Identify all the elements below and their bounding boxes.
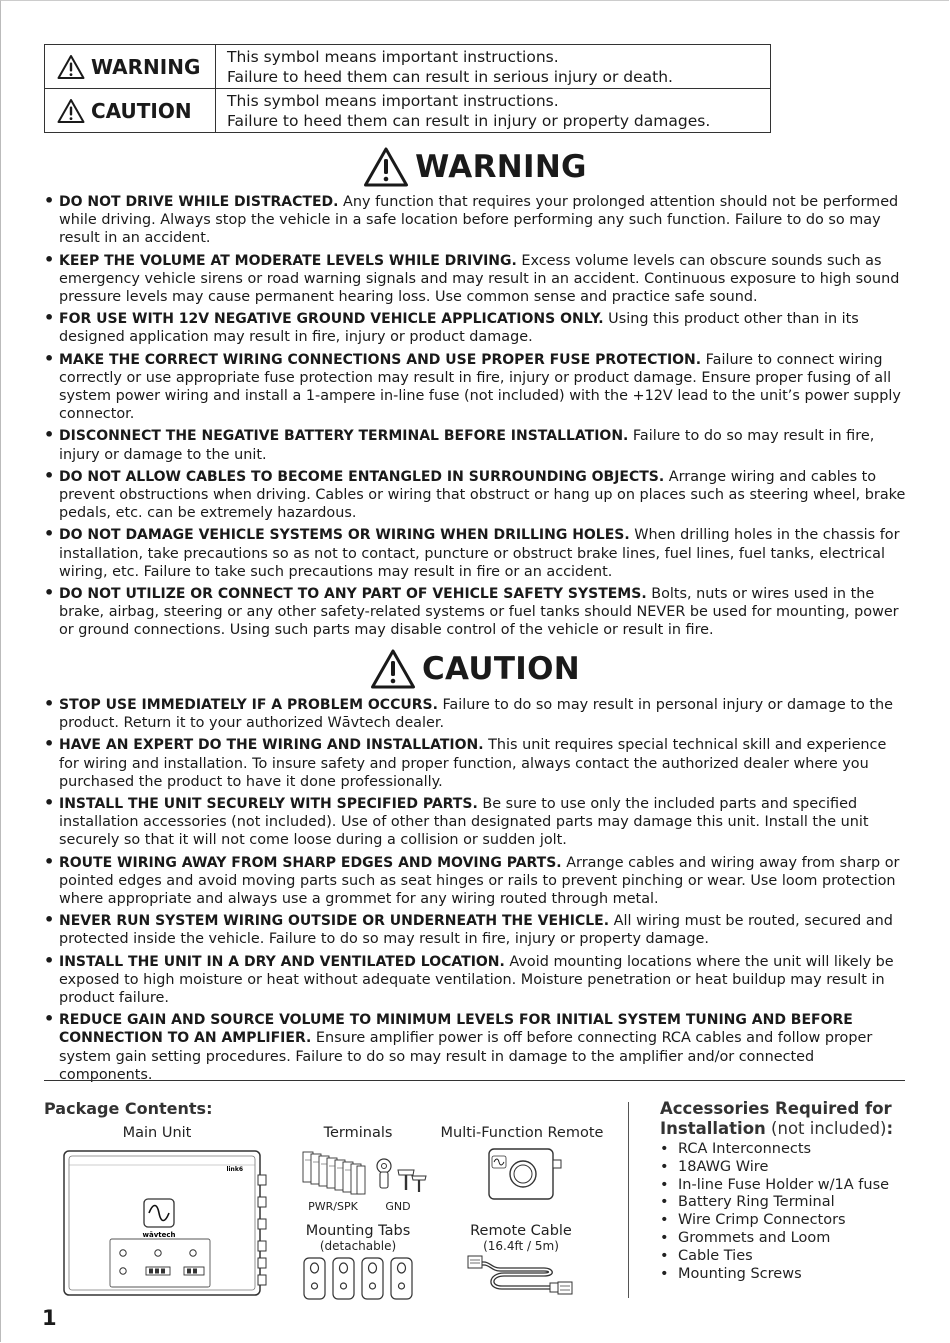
accessory-item: • Wire Crimp Connectors <box>660 1212 889 1230</box>
package-contents-title: Package Contents: <box>44 1099 213 1118</box>
list-item <box>44 1011 910 1084</box>
legend-warning-line1: This symbol means important instructions. <box>227 47 559 66</box>
item-text: Be sure to use only the included parts and specified installation accessories (not included). Use of other than designated parts may damage this unit. Install the unit securely so that it will not come loose during a collision or sudden jolt. <box>59 796 869 849</box>
item-lead: DISCONNECT THE NEGATIVE BATTERY TERMINAL BEFORE INSTALLATION. <box>59 428 629 445</box>
legend-caution-line1: This symbol means important instructions. <box>227 91 559 110</box>
list-item <box>44 912 910 948</box>
accessory-item: • Grommets and Loom <box>660 1230 889 1248</box>
item-lead: INSTALL THE UNIT IN A DRY AND VENTILATED LOCATION. <box>59 953 505 970</box>
item-text: All wiring must be routed, secured and protected inside the vehicle. Failure to do so may result in fire, injury or property damage. <box>59 913 893 948</box>
item-lead: KEEP THE VOLUME AT MODERATE LEVELS WHILE DRIVING. <box>59 252 517 269</box>
symbol-legend-table <box>44 44 771 133</box>
list-item <box>44 193 910 248</box>
accessory-item: • Cable Ties <box>660 1248 889 1266</box>
item-lead: STOP USE IMMEDIATELY IF A PROBLEM OCCURS. <box>59 697 438 713</box>
item-lead: DO NOT DAMAGE VEHICLE SYSTEMS OR WIRING WHEN DRILLING HOLES. <box>59 527 630 544</box>
legend-warning-label: WARNING <box>91 54 201 79</box>
accessory-item: • 18AWG Wire <box>660 1159 889 1177</box>
list-item <box>44 953 910 1008</box>
item-lead: DO NOT UTILIZE OR CONNECT TO ANY PART OF VEHICLE SAFETY SYSTEMS. <box>59 586 647 603</box>
item-text: Failure to do so may result in personal injury or damage to the product. Return it to your authorized Wāvtech dealer. <box>59 697 893 732</box>
item-lead: REDUCE GAIN AND SOURCE VOLUME TO MINIMUM LEVELS FOR INITIAL SYSTEM TUNING AND BEFORE CONNECTION TO AN AMPLIFIER. <box>59 1012 853 1047</box>
main-unit-model-label: link6 <box>226 1166 243 1173</box>
item-lead: DO NOT ALLOW CABLES TO BECOME ENTANGLED IN SURROUNDING OBJECTS. <box>59 468 665 485</box>
list-item <box>44 252 910 307</box>
item-text: Ensure amplifier power is off before connecting RCA cables and follow proper system gain setting procedures. Failure to do so may result in damage to the amplifier and/or connected components. <box>59 1030 873 1083</box>
accessories-list <box>660 1141 889 1283</box>
accessories-title: Accessories Required for Installation (not included): <box>660 1099 894 1138</box>
mounting-tabs-illustration <box>300 1256 420 1302</box>
item-text: Arrange wiring and cables to prevent obstructions when driving. Cables or wiring that obstruct or hang up on places such as steering wheel, brake pedals, etc. can be extremely hazardous. <box>59 468 906 522</box>
accessory-item: • Battery Ring Terminal <box>660 1194 889 1212</box>
list-item <box>44 795 910 850</box>
item-lead: INSTALL THE UNIT SECURELY WITH SPECIFIED PARTS. <box>59 796 478 813</box>
caution-triangle-icon <box>57 98 85 124</box>
terminals-caption: Terminals <box>323 1125 393 1141</box>
warning-heading <box>0 146 950 188</box>
item-text: Any function that requires your prolonged attention should not be performed while driving. Always stop the vehicle in a safe location before performing any such function. Failure to do so may result in an accident. <box>59 194 899 247</box>
item-text: When drilling holes in the chassis for installation, take precautions so as not to contact, puncture or obstruct brake lines, fuel lines, fuel tanks, electrical wiring, etc. Failure to take such precautions may result in fire or an accident. <box>59 527 900 580</box>
legend-warning-row <box>45 45 771 89</box>
legend-caution-row <box>45 89 771 133</box>
caution-triangle-icon <box>370 648 416 690</box>
caution-heading <box>0 648 950 690</box>
pwr-spk-label: PWR/SPK <box>308 1200 358 1213</box>
item-lead: HAVE AN EXPERT DO THE WIRING AND INSTALLATION. <box>59 737 484 754</box>
item-text: Avoid mounting locations where the unit will likely be exposed to high moisture or heat without adequate ventilation. Moisture penetration or heat buildup may result in product failure. <box>59 953 894 1007</box>
brand-label: wāvtech <box>142 1231 176 1239</box>
list-item <box>44 854 910 909</box>
warning-triangle-icon <box>57 54 85 80</box>
list-item <box>44 736 910 791</box>
list-item <box>44 526 910 581</box>
warning-heading-text: WARNING <box>415 149 587 185</box>
list-item <box>44 468 910 523</box>
gnd-label: GND <box>385 1200 411 1213</box>
accessory-item: • In-line Fuse Holder w/1A fuse <box>660 1177 889 1195</box>
accessory-item: • RCA Interconnects <box>660 1141 889 1159</box>
remote-illustration <box>485 1146 565 1204</box>
item-lead: DO NOT DRIVE WHILE DISTRACTED. <box>59 194 339 210</box>
legend-warning-line2: Failure to heed them can result in serious injury or death. <box>227 67 673 86</box>
list-item <box>44 696 910 732</box>
item-lead: FOR USE WITH 12V NEGATIVE GROUND VEHICLE APPLICATIONS ONLY. <box>59 311 604 328</box>
item-text: This unit requires special technical skill and experience for wiring and installation. To insure safety and proper function, always contact the authorized dealer where you purchased the product to have it done professionally. <box>59 737 887 790</box>
remote-cable-illustration <box>464 1252 592 1302</box>
remote-caption: Multi-Function Remote <box>440 1125 604 1141</box>
item-lead: MAKE THE CORRECT WIRING CONNECTIONS AND USE PROPER FUSE PROTECTION. <box>59 351 702 368</box>
list-item <box>44 351 910 424</box>
item-text: Failure to connect wiring correctly or use appropriate fuse protection may result in fire, injury or product damage. Ensure proper fusing of all system power wiring and install a 1-ampere in-line fuse (not included) with the +12V lead to the unit’s power supply connector. <box>59 351 901 423</box>
page-number: 1 <box>42 1306 57 1330</box>
remote-cable-caption: Remote Cable <box>470 1223 572 1239</box>
remote-cable-note: (16.4ft / 5m) <box>483 1239 559 1253</box>
item-text: Failure to do so may result in fire, injury or damage to the unit. <box>59 428 875 463</box>
mounting-tabs-note: (detachable) <box>319 1239 397 1253</box>
list-item <box>44 310 910 346</box>
item-text: Bolts, nuts or wires used in the brake, airbag, steering or any other safety-related systems or fuel tanks should NEVER be used for mounting, power or ground connections. Using such parts may disable control of the vehicle or result in fire. <box>59 586 899 639</box>
legend-caution-line2: Failure to heed them can result in injury or property damages. <box>227 111 711 130</box>
item-text: Arrange cables and wiring away from sharp or pointed edges and avoid moving parts such as seat hinges or rails to prevent pinching or wear. Use loom protection where appropriate and always use a grommet for any wiring routed through metal. <box>59 854 900 908</box>
warning-triangle-icon <box>363 146 409 188</box>
caution-heading-text: CAUTION <box>421 651 581 687</box>
terminals-illustration <box>300 1148 430 1198</box>
mounting-tabs-caption: Mounting Tabs <box>305 1223 411 1239</box>
item-text: Excess volume levels can obscure sounds such as emergency vehicle sirens or road warning signals and may result in an accident. Continuous exposure to high sound pressure levels may cause permanent hearing loss. Use common sense and practice safe sound. <box>59 252 900 306</box>
accessory-item: • Mounting Screws <box>660 1266 889 1284</box>
main-unit-illustration <box>60 1147 272 1299</box>
list-item <box>44 427 910 463</box>
column-divider <box>628 1102 629 1298</box>
item-lead: ROUTE WIRING AWAY FROM SHARP EDGES AND MOVING PARTS. <box>59 854 562 871</box>
warning-list <box>44 193 910 644</box>
caution-list <box>44 696 910 1088</box>
item-lead: NEVER RUN SYSTEM WIRING OUTSIDE OR UNDERNEATH THE VEHICLE. <box>59 913 610 930</box>
main-unit-caption: Main Unit <box>122 1125 192 1141</box>
legend-caution-label: CAUTION <box>91 98 192 123</box>
list-item <box>44 585 910 640</box>
section-divider <box>44 1080 905 1081</box>
item-text: Using this product other than in its designed application may result in fire, injury or product damage. <box>59 311 859 346</box>
